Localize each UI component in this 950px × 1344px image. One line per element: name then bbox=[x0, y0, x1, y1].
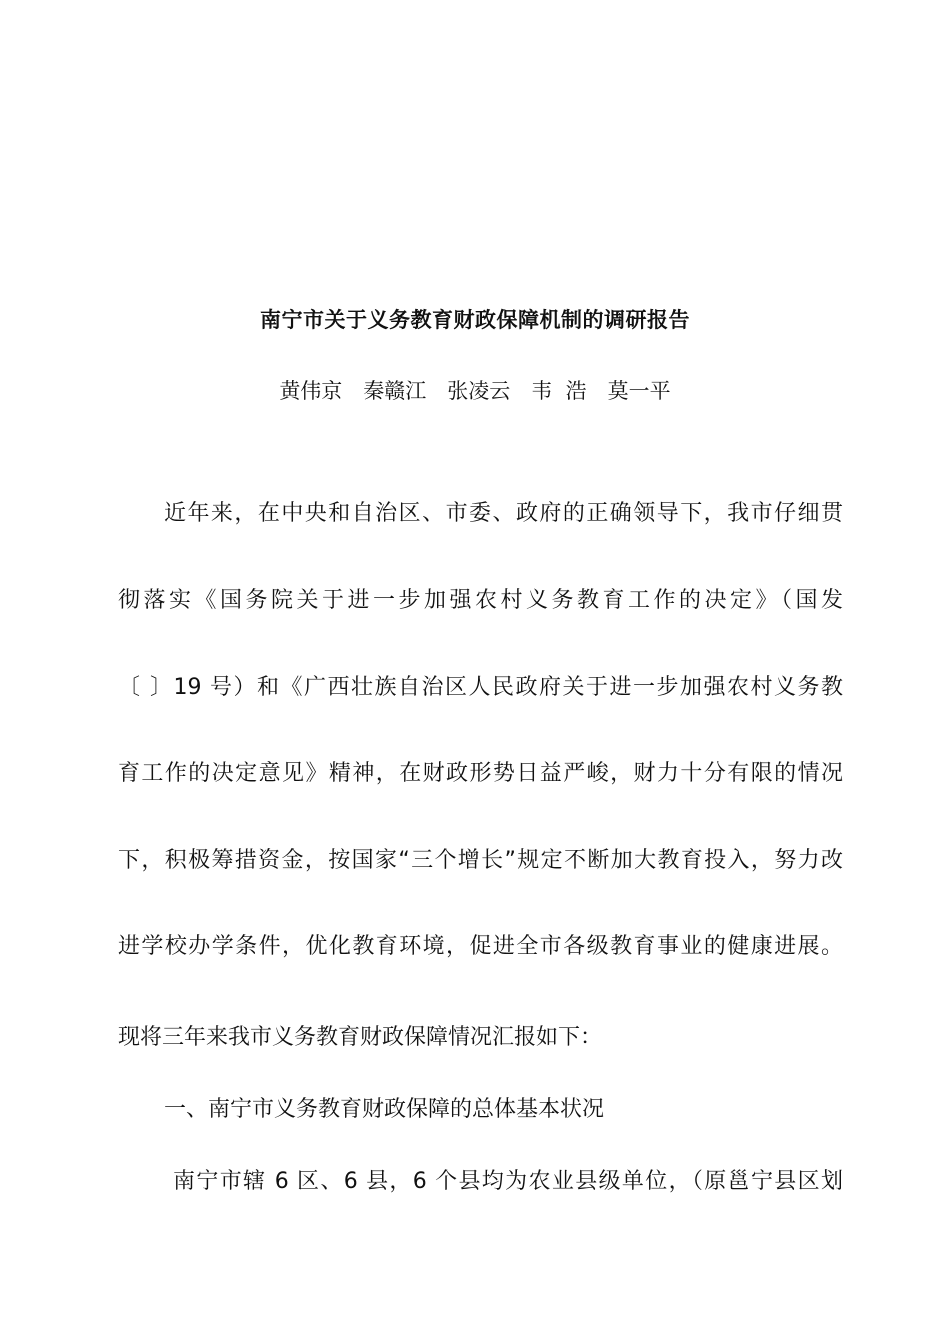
section-first-line: 南宁市辖 6 区、6 县，6 个县均为农业县级单位，（原邕宁县区划 bbox=[173, 1169, 843, 1194]
section-heading: 一、南宁市义务教育财政保障的总体基本状况 bbox=[164, 1097, 605, 1122]
body-line-2: 彻落实《国务院关于进一步加强农村义务教育工作的决定》（国发 bbox=[118, 588, 843, 613]
document-title: 南宁市关于义务教育财政保障机制的调研报告 bbox=[260, 308, 690, 332]
body-line-1: 近年来，在中央和自治区、市委、政府的正确领导下，我市仔细贯 bbox=[164, 501, 843, 526]
body-line-3: 〔 〕19 号）和《广西壮族自治区人民政府关于进一步加强农村义务教 bbox=[118, 675, 843, 700]
body-line-6: 进学校办学条件，优化教育环境，促进全市各级教育事业的健康进展。 bbox=[118, 934, 843, 959]
body-line-4: 育工作的决定意见》精神，在财政形势日益严峻，财力十分有限的情况 bbox=[118, 761, 843, 786]
document-authors: 黄伟京 秦赣江 张凌云 韦 浩 莫一平 bbox=[279, 379, 671, 403]
body-line-7: 现将三年来我市义务教育财政保障情况汇报如下： bbox=[118, 1025, 603, 1050]
body-line-5: 下，积极筹措资金，按国家“三个增长”规定不断加大教育投入，努力改 bbox=[118, 848, 843, 873]
